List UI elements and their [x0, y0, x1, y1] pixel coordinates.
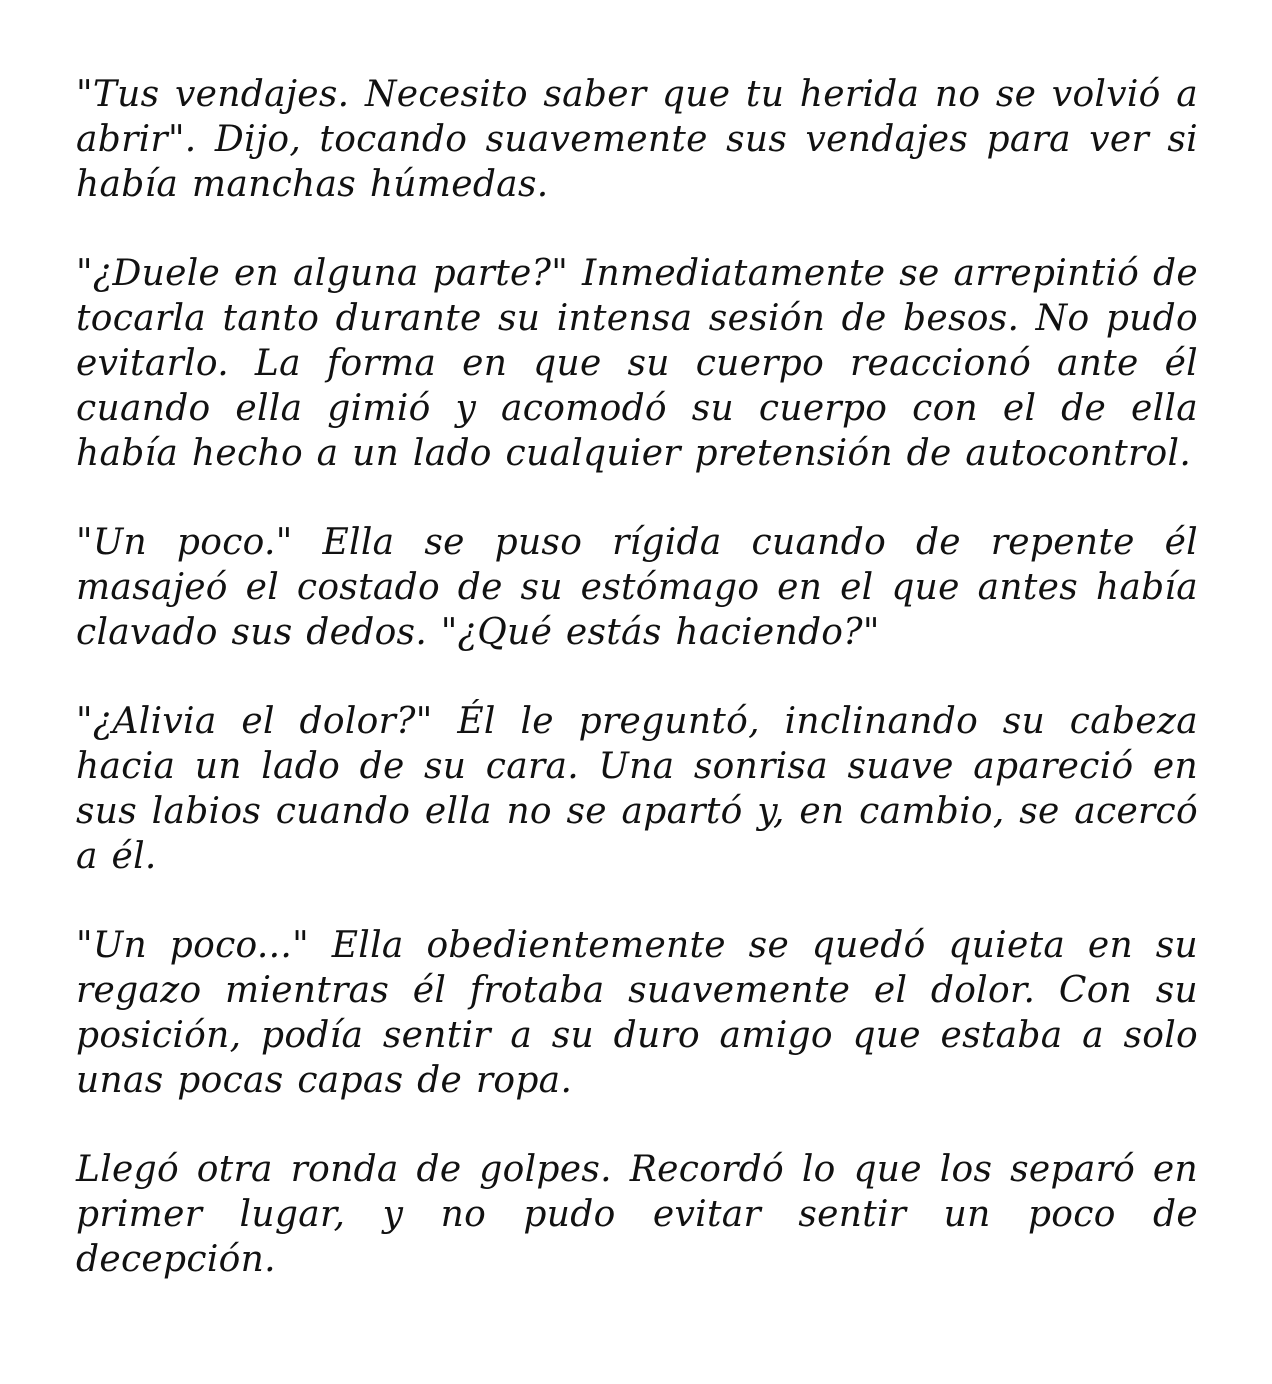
document-page: [76, 72, 1198, 1282]
paragraph: "Un poco." Ella se puso rígida cuando de repente él masajeó el costado de su estómago en el que antes había clavado sus dedos. "¿Qué estás haciendo?": [76, 522, 1198, 653]
paragraph: Llegó otra ronda de golpes. Recordó lo que los separó en primer lugar, y no pudo evitar sentir un poco de decepción.: [76, 1149, 1198, 1280]
paragraph: "Tus vendajes. Necesito saber que tu herida no se volvió a abrir". Dijo, tocando suavemente sus vendajes para ver si había manchas húmedas.: [76, 74, 1198, 205]
paragraph: "¿Duele en alguna parte?" Inmediatamente se arrepintió de tocarla tanto durante su intensa sesión de besos. No pudo evitarlo. La forma en que su cuerpo reaccionó ante él cuando ella gimió y acomodó su cuerpo con el de ella había hecho a un lado cualquier pretensión de autocontrol.: [76, 253, 1198, 474]
paragraph: "Un poco..." Ella obedientemente se quedó quieta en su regazo mientras él frotaba suavemente el dolor. Con su posición, podía sentir a su duro amigo que estaba a solo unas pocas capas de ropa.: [76, 925, 1198, 1101]
paragraph: "¿Alivia el dolor?" Él le preguntó, inclinando su cabeza hacia un lado de su cara. Una sonrisa suave apareció en sus labios cuando ella no se apartó y, en cambio, se acercó a él.: [76, 701, 1198, 877]
